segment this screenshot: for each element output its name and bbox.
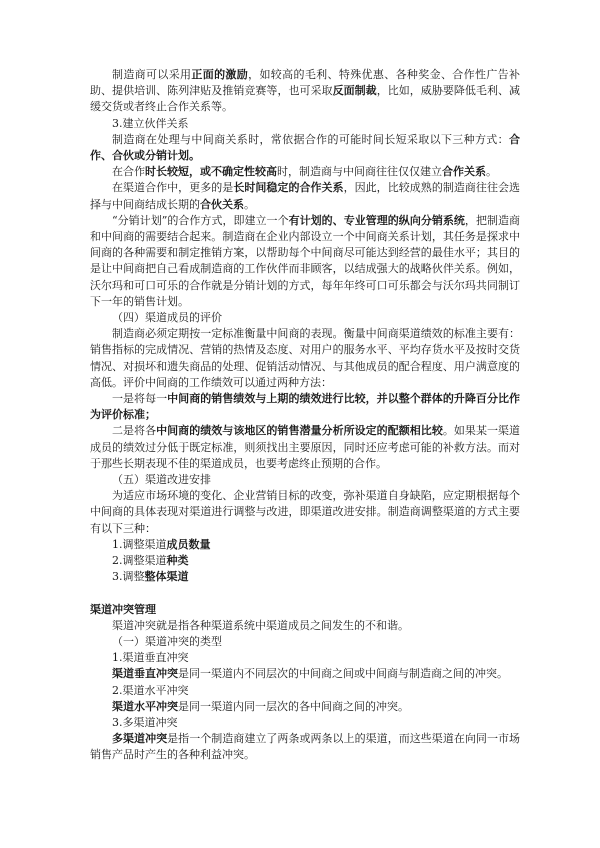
text-run: 为适应市场环境的变化、企业营销目标的改变，弥补渠道自身缺陷，应定期根据每个中间商的具体表现对渠道进行调整与改进，即渠道改进安排。制造商调整渠道的方式主要有以下三种： [90, 489, 520, 535]
paragraph [90, 699, 520, 715]
paragraph [90, 326, 520, 391]
paragraph [90, 164, 520, 180]
bold-text: 正面的激励 [191, 68, 249, 81]
text-run: ，把制造商和中间商的需要结合起来。制造商在企业内部设立一个中间商关系计划，其任务是探求中间商的各种需要和制定推销方案，以帮助每个中间商尽可能达到经营的最佳水平；其目的是让中间商把自己看成制造商的工作伙伴而非顾客，以结成强大的战略伙伴关系。例如，沃尔玛和可口可乐的合作就是分销计划的方式，每年年终可口可乐都会与沃尔玛共同制订下一年的销售计划。 [90, 213, 521, 308]
paragraph [90, 67, 520, 116]
text-run: 渠道冲突就是指各种渠道系统中渠道成员之间发生的不和谐。 [112, 618, 409, 632]
bold-text: 种类 [166, 554, 189, 568]
paragraph [90, 569, 520, 585]
paragraph [90, 132, 520, 164]
text-run: 制造商可以采用 [112, 68, 192, 81]
paragraph [90, 650, 520, 666]
text-run: “分销计划”的合作方式，即建立一个 [112, 213, 289, 227]
text-run: 1.调整渠道 [112, 537, 167, 551]
paragraph [90, 180, 520, 212]
text-run: ，因此，比较成熟的制造商往往会选择与中间商结成长期的 [90, 181, 521, 211]
bold-text: 合伙关系 [200, 197, 244, 211]
bold-text: 渠道水平冲突 [112, 699, 178, 713]
paragraph [90, 553, 520, 569]
text-run: 3.多渠道冲突 [112, 715, 178, 729]
text-run: 。 [244, 197, 255, 211]
paragraph [90, 634, 520, 650]
paragraph [90, 391, 520, 423]
paragraph [90, 666, 520, 682]
bold-text: 多渠道冲突 [112, 732, 168, 746]
text-run: 3.建立伙伴关系 [112, 116, 189, 130]
text-run: 在渠道合作中，更多的是 [112, 181, 234, 195]
bold-text: 渠道冲突管理 [90, 602, 156, 616]
bold-text: 时长较短，或不确定性较高 [145, 165, 277, 179]
paragraph [90, 472, 520, 488]
paragraph [90, 537, 520, 553]
bold-text: 有计划的、专业管理的纵向分销系统 [288, 213, 465, 227]
paragraph [90, 618, 520, 634]
text-run: 二是将各 [112, 424, 157, 438]
paragraph [90, 731, 520, 763]
text-run: 是指一个制造商建立了两条或两条以上的渠道，而这些渠道在向同一市场销售产品时产生的各种利益冲突。 [90, 732, 520, 762]
text-run: 是同一渠道内不同层次的中间商之间或中间商与制造商之间的冲突。 [178, 667, 508, 681]
paragraph [90, 116, 520, 132]
text-run: 2.渠道水平冲突 [112, 683, 189, 697]
bold-text: 中间商的绩效与该地区的销售潜量分析所设定的配额相比较 [156, 424, 443, 438]
text-run: 制造商必须定期按一定标准衡量中间商的表现。衡量中间商渠道绩效的标准主要有：销售指标的完成情况、营销的热情及态度、对用户的服务水平、平均存货水平及按时交货情况、对损坏和遗失商品的处理、促销活动情况、与其他成员的配合程度、用户满意度的高低。评价中间商的工作绩效可以通过两种方法： [90, 327, 520, 389]
paragraph [90, 310, 520, 326]
text-run: （四）渠道成员的评价 [112, 311, 222, 325]
section-heading [90, 602, 520, 618]
paragraph [90, 683, 520, 699]
text-run: 。 [486, 165, 497, 179]
bold-text: 长时间稳定的合作关系 [233, 181, 344, 195]
text-run: 。如果某一渠道成员的绩效过分低于既定标准，则须找出主要原因，同时还应考虑可能的补救方法。而对于那些长期表现不佳的渠道成员，也要考虑终止预期的合作。 [90, 424, 521, 470]
bold-text: 渠道垂直冲突 [112, 667, 178, 681]
text-run: 2.调整渠道 [112, 554, 167, 568]
text-run: 时，制造商与中间商往往仅仅建立 [277, 165, 442, 179]
bold-text: 合作关系 [442, 165, 486, 179]
bold-text: 成员数量 [166, 537, 211, 551]
text-run: 一是将每一 [112, 392, 168, 406]
text-run: 制造商在处理与中间商关系时，常依据合作的可能时间长短采取以下三种方式： [112, 132, 509, 146]
bold-text: 中间商的销售绩效与上期的绩效进行比较，并以整个群体的升降百分比作为评价标准； [90, 392, 520, 422]
text-run: （五）渠道改进安排 [112, 473, 211, 487]
text-run: ，比如，威胁要降低毛利、减缓交货或者终止合作关系等。 [90, 84, 521, 114]
bold-text: 整体渠道 [144, 570, 189, 584]
text-run: 3.调整 [112, 570, 145, 584]
text-run: 是同一渠道内同一层次的各中间商之间的冲突。 [178, 699, 409, 713]
paragraph [90, 423, 520, 472]
bold-text: 合作、合伙或分销计划。 [90, 132, 520, 163]
paragraph [90, 488, 520, 537]
paragraph [90, 213, 520, 310]
text-run: ，如较高的毛利、特殊优惠、各种奖金、合作性广告补助、提供培训、陈列津贴及推销竞赛等，也可采取 [90, 68, 521, 98]
paragraph [90, 715, 520, 731]
bold-text: 反面制裁 [332, 84, 377, 98]
section-gap [90, 586, 520, 602]
text-run: （一）渠道冲突的类型 [112, 634, 222, 648]
document-body [90, 67, 520, 764]
text-run: 在合作 [112, 165, 145, 179]
text-run: 1.渠道垂直冲突 [112, 651, 189, 665]
